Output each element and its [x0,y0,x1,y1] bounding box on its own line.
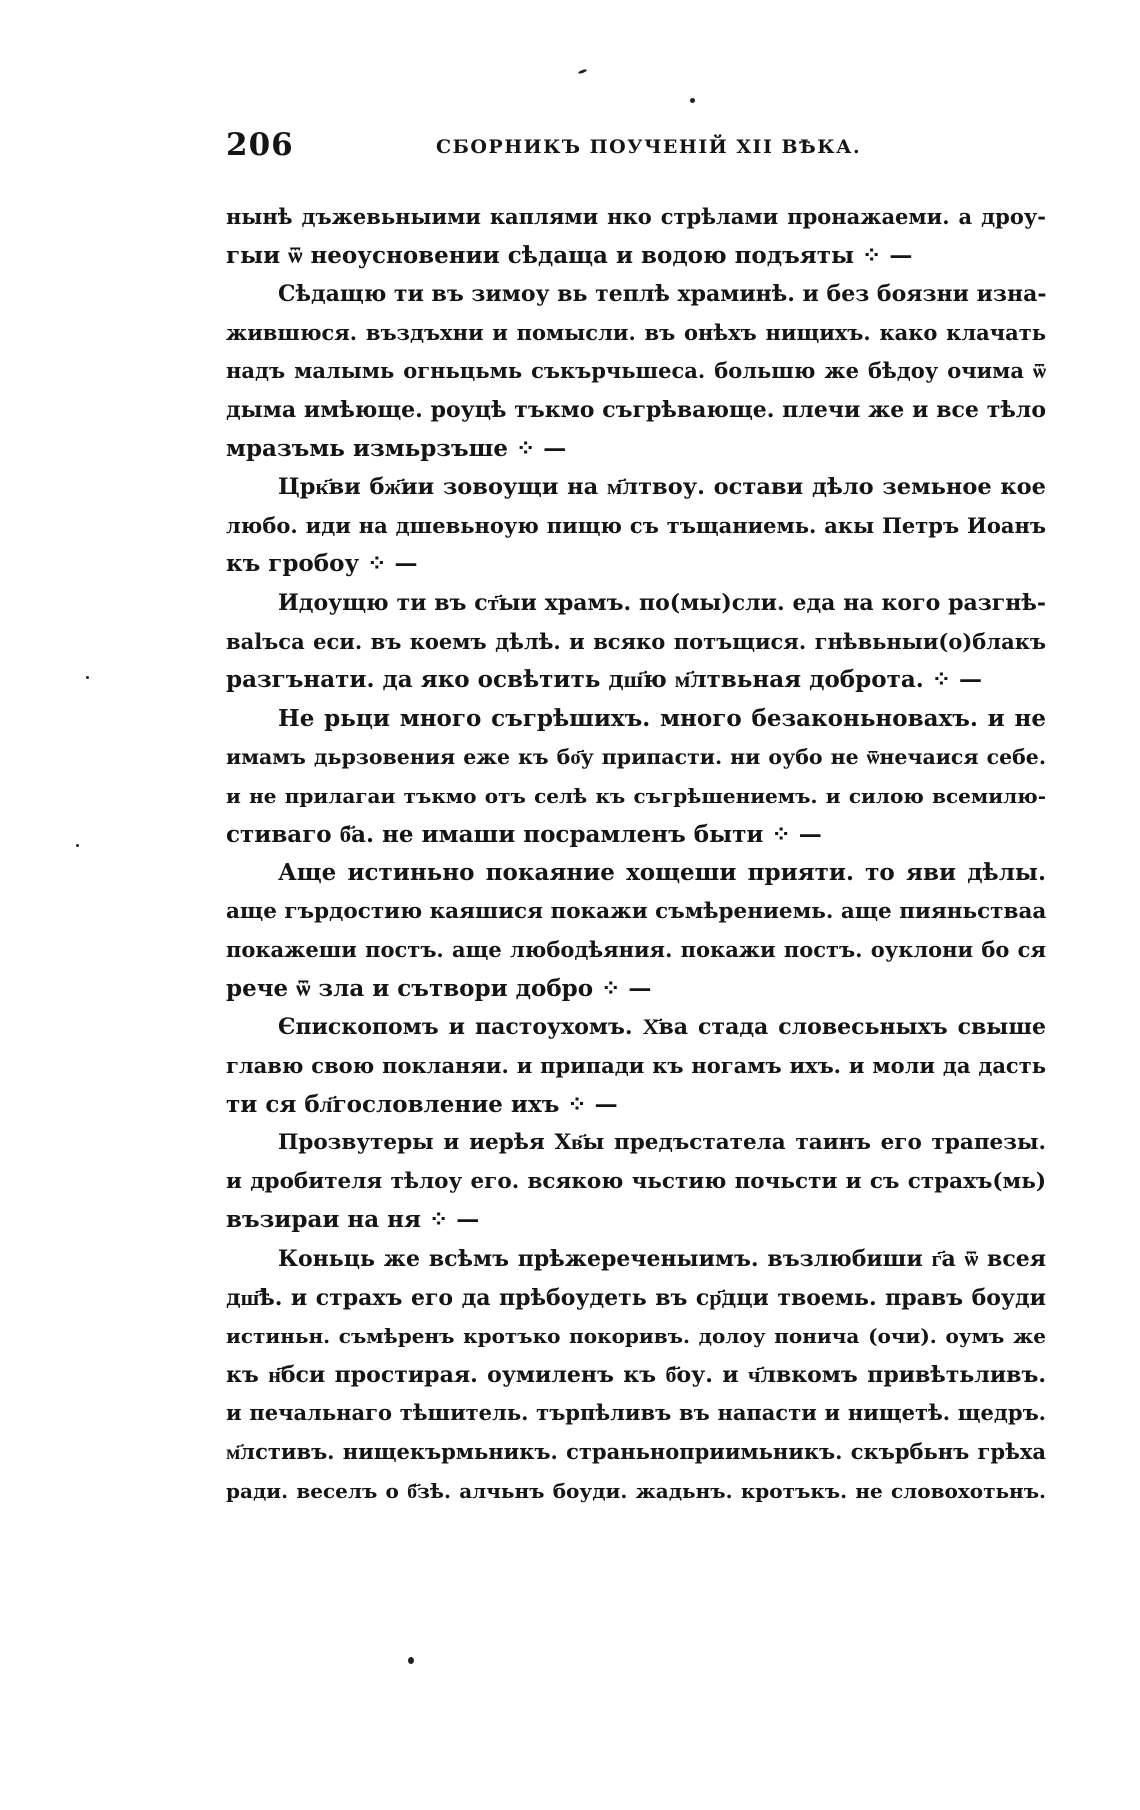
text-line: Црк҃ви бж҃ии зовоущи на м҃лтвоу. остави дѣло земьное кое [278,474,1046,501]
text-line: разгънати. да яко освѣтить дш҃ю м҃лтвьная доброта. ⁘ — [226,666,983,694]
text-line: Сѣдащю ти въ зимоу вь теплѣ храминѣ. и без боязни изна- [278,281,1046,308]
text-line: стиваго б҃а. не имаши посрамленъ быти ⁘ — [226,820,822,848]
text-line: възираи на ня ⁘ — [226,1206,480,1234]
text-line: истиньн. съмѣренъ кротъко покоривъ. долоу понича (очи). оумъ же [226,1324,1046,1349]
text-line: Прозвутеры и иерѣя Хв҃ы предъстатела таинъ его трапезы. [278,1130,1046,1156]
text-line: и печальнаго тѣшитель. търпѣливъ въ напасти и нищетѣ. щедръ. [226,1400,1046,1426]
text-line: Коньць же всѣмъ прѣжереченыимъ. възлюбиши г҃а ѿ всея [278,1246,1046,1273]
text-line: любо. иди на дшевьноую пищю съ тъщаниемь. акы Петръ Иоанъ [226,512,1046,538]
text-line: гыи ѿ неоусновении сѣдаща и водою подъяты ⁘ — [226,241,913,269]
text-line: Идоущю ти въ ст҃ыи храмъ. по(мы)сли. еда на кого разгнѣ- [278,589,1046,616]
text-line: и не прилагаи тъкмо отъ селѣ къ съгрѣшениемъ. и силою всемилю- [226,783,1046,808]
text-line: дыма имѣюще. роуцѣ тъкмо съгрѣвающе. плечи же и все тѣло [226,396,1046,423]
text-line: покажеши постъ. аще любодѣяния. покажи постъ. оуклони бо ся [226,937,1046,963]
text-line: рече ѿ зла и сътвори добро ⁘ — [226,974,652,1002]
running-title: СБОРНИКЪ ПОУЧЕНІЙ XII ВѢКА. [436,136,862,158]
page-header [226,127,1046,167]
text-line: къ гробоу ⁘ — [226,550,418,578]
paragraph [226,468,1046,584]
ink-speck [86,676,89,679]
text-line: Аще истиньно покаяние хощеши прияти. то яви дѣлы. [278,859,1046,887]
text-line: ради. веселъ о б҃зѣ. алчьнъ боуди. жадьнъ. кротъкъ. не словохотьнъ. [226,1478,1046,1503]
text-line: и дробителя тѣлоу его. всякою чьстию почьсти и съ страхъ(мь) [226,1168,1046,1194]
text-line: аще гърдостию каяшися покажи съмѣрениемь. аще пияньстваа [226,898,1046,924]
text-line: Не рьци много съгрѣшихъ. много безаконьновахъ. и не [278,704,1046,732]
body-text [226,198,1046,1510]
ink-speck [408,1657,414,1664]
paragraph [226,854,1046,1008]
paragraph [226,1240,1046,1510]
text-line: дш҃ѣ. и страхъ его да прѣбоудеть въ ср҃дци твоемь. правъ боуди [226,1284,1046,1311]
paragraph [226,198,1046,275]
paragraph [226,584,1046,700]
paragraph [226,1008,1046,1124]
text-line: къ н҃бси простирая. оумиленъ къ б҃оу. и ч҃лвкомъ привѣтьливъ. [226,1361,1046,1388]
text-line: главю свою покланяи. и припади къ ногамъ ихъ. и моли да дасть [226,1053,1046,1079]
ink-speck [690,98,695,103]
text-line: м҃лстивъ. нищекърмьникъ. страньноприимьникъ. скърбьнъ грѣха [226,1439,1046,1464]
ink-speck [578,69,587,75]
paragraph [226,1124,1046,1240]
paragraph [226,275,1046,468]
ink-speck [76,844,79,847]
text-line: надъ малымь огньцьмь съкърчьшеса. большю же бѣдоу очима ѿ [226,358,1046,384]
page-number: 206 [226,127,294,163]
text-line: нынѣ дъжевьныими каплями нко стрѣлами пронажаеми. а дроу- [226,204,1046,229]
text-line: ваlъса еси. въ коемъ дѣлѣ. и всяко потъщися. гнѣвьныи(о)блакъ [226,628,1046,654]
text-line: жившюся. въздъхни и помысли. въ онѣхъ нищихъ. како клачать [226,319,1046,345]
text-line: мразъмь измьрзъше ⁘ — [226,434,567,462]
text-line: Єпископомъ и пастоухомъ. Х҃ва стада словесьныхъ свыше [278,1014,1046,1041]
paragraph [226,700,1046,854]
text-line: имамъ дьрзовения еже къ бо҃у припасти. ни оубо не ѿнечаися себе. [226,745,1046,770]
text-line: ти ся бл҃гословление ихъ ⁘ — [226,1090,618,1118]
